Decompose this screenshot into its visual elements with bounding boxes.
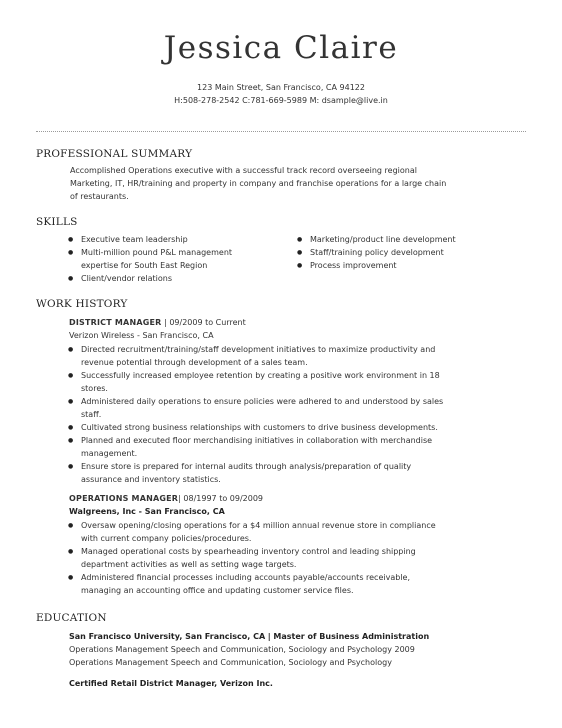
skill-item: ● Marketing/product line development xyxy=(310,233,456,246)
header-divider xyxy=(36,131,526,132)
job-bullet: ● Administered daily operations to ensure policies were adhered to and understood by sales staff. xyxy=(81,395,443,421)
candidate-name: Jessica Claire xyxy=(163,30,399,66)
job-bullet: ● Administered financial processes including accounts payable/accounts receivable, managing an accounting office and updating customer service files. xyxy=(81,571,410,597)
job-bullet: ● Ensure store is prepared for internal audits through analysis/preparation of quality assurance and inventory statistics. xyxy=(81,460,411,486)
skill-item: ● Process improvement xyxy=(310,259,397,272)
education-detail: Operations Management Speech and Communication, Sociology and Psychology 2009 xyxy=(69,645,415,654)
summary-line: Marketing, IT, HR/training and property in company and franchise operations for a large chain xyxy=(70,179,447,188)
job-bullet: ● Planned and executed floor merchandising initiatives in collaboration with merchandise management. xyxy=(81,434,432,460)
skills-heading: SKILLS xyxy=(36,216,78,228)
education-heading: EDUCATION xyxy=(36,612,107,624)
skill-item: ● Executive team leadership xyxy=(81,233,188,246)
job-dates: | 08/1997 to 09/2009 xyxy=(178,494,263,503)
education-school-line xyxy=(69,630,429,643)
job-title-line xyxy=(69,492,263,505)
skill-item: ● Client/vendor relations xyxy=(81,272,172,285)
school-name: San Francisco University, San Francisco, CA xyxy=(69,632,266,641)
job-bullet: ● Oversaw opening/closing operations for a $4 million annual revenue store in compliance with current company policies/procedures. xyxy=(81,519,436,545)
job-dates: | 09/2009 to Current xyxy=(164,318,246,327)
degree: | Master of Business Administration xyxy=(267,632,430,641)
job-bullet: ● Successfully increased employee retention by creating a positive work environment in 18 stores. xyxy=(81,369,440,395)
summary-line: Accomplished Operations executive with a successful track record overseeing regional xyxy=(70,166,417,175)
job-company: Verizon Wireless - San Francisco, CA xyxy=(69,331,214,340)
job-title: DISTRICT MANAGER xyxy=(69,318,162,327)
education-detail: Operations Management Speech and Communication, Sociology and Psychology xyxy=(69,658,392,667)
job-title: OPERATIONS MANAGER xyxy=(69,494,179,503)
job-company: Walgreens, Inc - San Francisco, CA xyxy=(69,507,225,516)
summary-heading: PROFESSIONAL SUMMARY xyxy=(36,148,193,160)
work-history-heading: WORK HISTORY xyxy=(36,298,128,310)
certification: Certified Retail District Manager, Verizon Inc. xyxy=(69,679,273,688)
contact-address: 123 Main Street, San Francisco, CA 94122 xyxy=(197,83,365,92)
job-bullet: ● Directed recruitment/training/staff development initiatives to maximize productivity and revenue potential through development of a sales team. xyxy=(81,343,435,369)
job-bullet: ● Managed operational costs by spearheading inventory control and leading shipping department activities as well as setting wage targets. xyxy=(81,545,416,571)
skill-item: ● Staff/training policy development xyxy=(310,246,444,259)
skill-item: ● Multi-million pound P&L management expertise for South East Region xyxy=(81,246,232,272)
summary-line: of restaurants. xyxy=(70,192,129,201)
job-title-line xyxy=(69,316,246,329)
job-bullet: ● Cultivated strong business relationships with customers to drive business developments. xyxy=(81,421,438,434)
contact-phones-email: H:508-278-2542 C:781-669-5989 M: dsample@live.in xyxy=(174,96,388,105)
